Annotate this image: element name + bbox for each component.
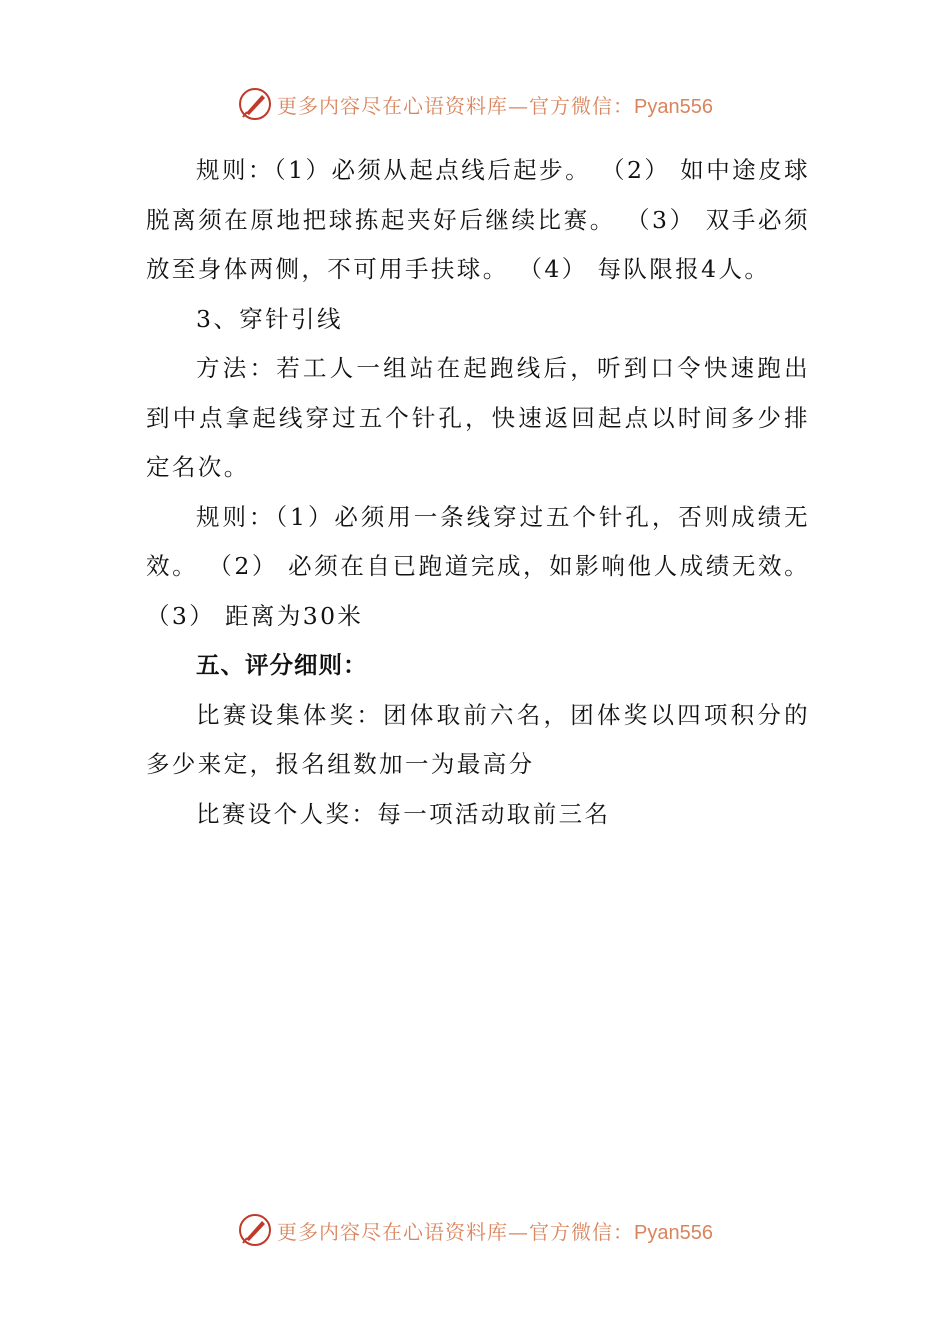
paragraph-method: 方法：若工人一组站在起跑线后，听到口令快速跑出到中点拿起线穿过五个针孔，快速返回起点以时间多少排定名次。	[146, 354, 810, 481]
watermark-id: Pyan556	[634, 1221, 713, 1244]
quill-logo-icon	[237, 1212, 273, 1248]
watermark-text: 更多内容尽在心语资料库—官方微信：	[277, 93, 635, 118]
document-body	[146, 146, 810, 839]
quill-logo-icon	[237, 86, 273, 122]
watermark-footer	[0, 1210, 950, 1250]
paragraph-rules-2: 规则：（1）必须用一条线穿过五个针孔，否则成绩无效。 （2） 必须在自已跑道完成，如影响他人成绩无效。 （3） 距离为30米	[146, 502, 810, 630]
heading-scoring-rules: 五、评分细则：	[196, 651, 368, 679]
watermark-text: 更多内容尽在心语资料库—官方微信：	[277, 1219, 635, 1244]
paragraph-individual-award: 比赛设个人奖：每一项活动取前三名	[196, 799, 611, 828]
paragraph-team-award: 比赛设集体奖：团体取前六名，团体奖以四项积分的多少来定，报名组数加一为最高分	[146, 700, 810, 778]
watermark-header	[0, 84, 950, 124]
paragraph-rules-1: 规则：（1）必须从起点线后起步。 （2） 如中途皮球脱离须在原地把球拣起夹好后继续比赛。 （3） 双手必须放至身体两侧，不可用手扶球。 （4） 每队限报4人。	[146, 156, 810, 283]
section-title-threading: 3、穿针引线	[196, 304, 343, 333]
watermark-id: Pyan556	[634, 95, 713, 118]
